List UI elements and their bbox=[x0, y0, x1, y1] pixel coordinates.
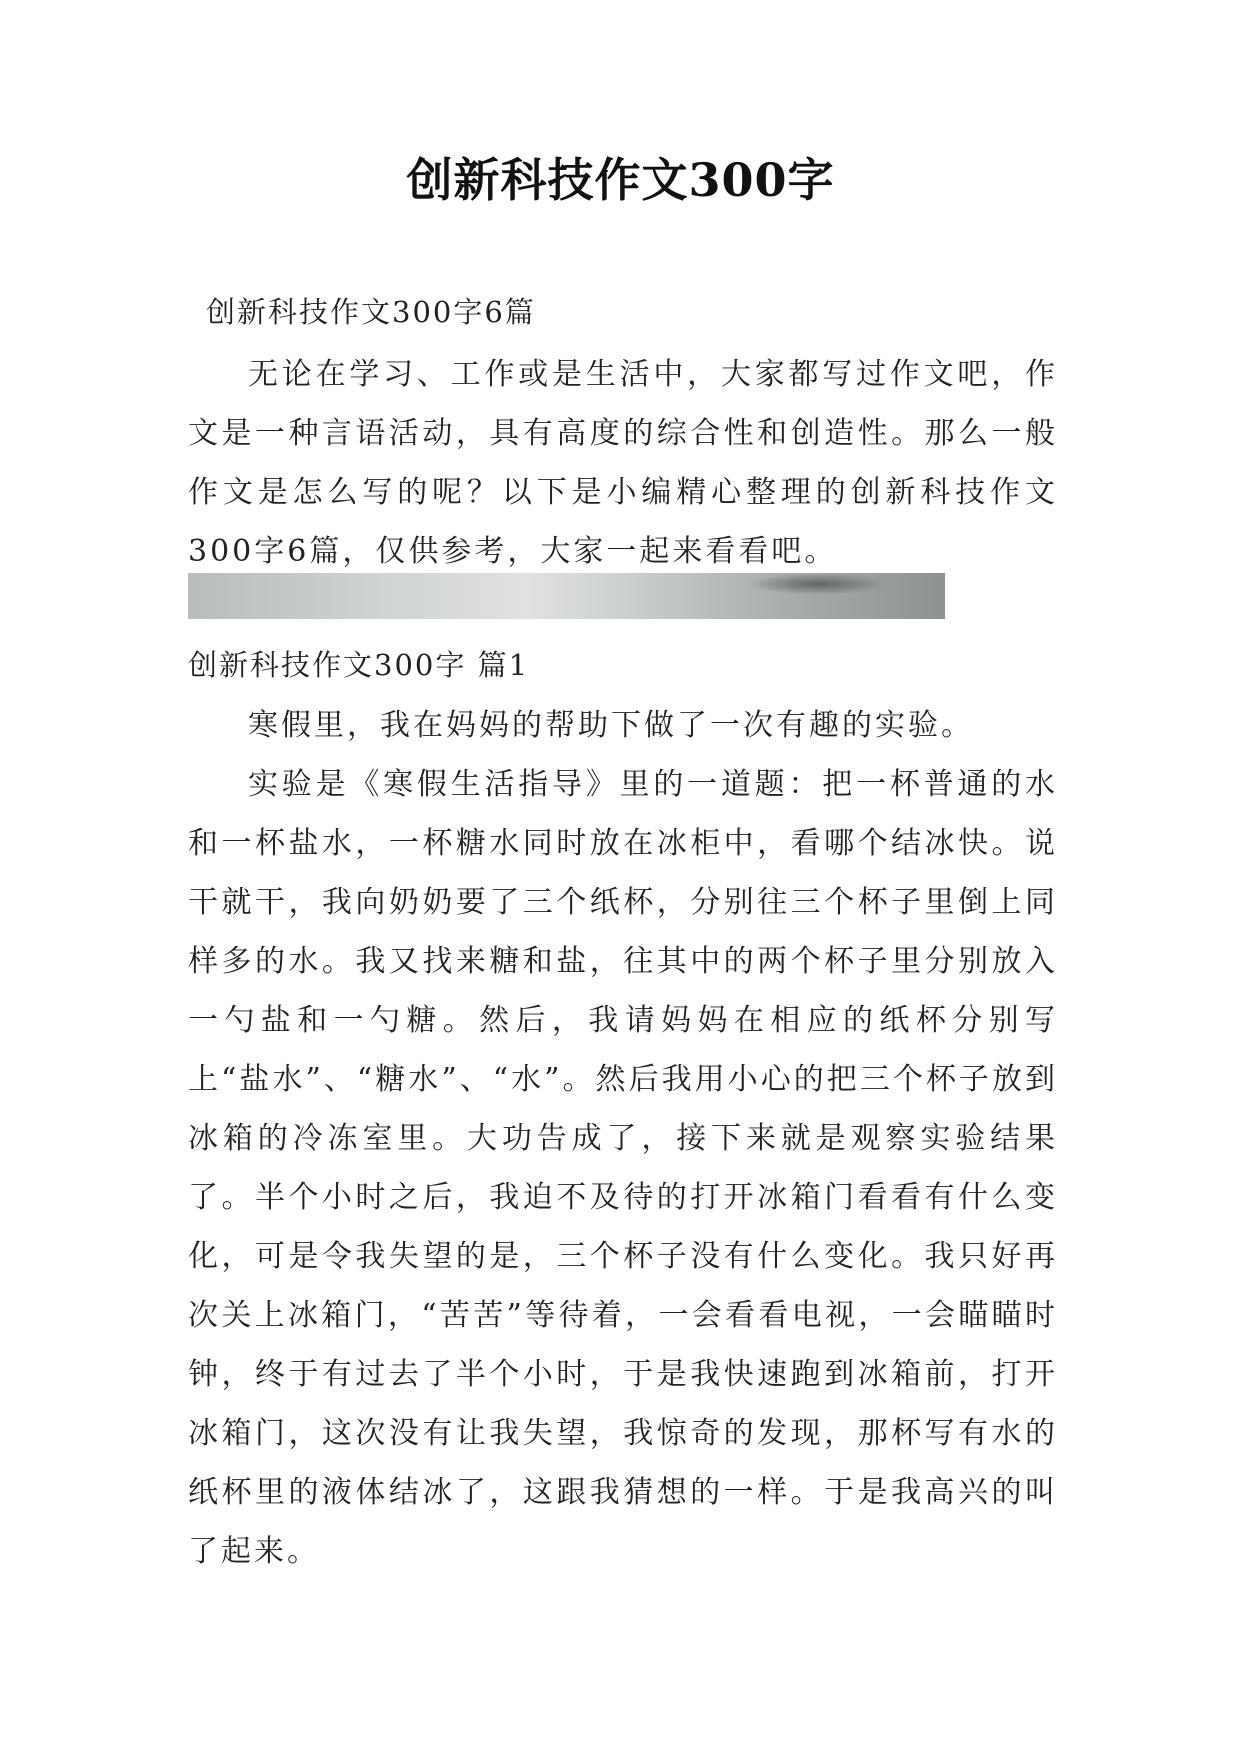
banner-image bbox=[188, 573, 945, 619]
section-heading: 创新科技作文300字 篇1 bbox=[188, 648, 530, 682]
intro-paragraph-block bbox=[188, 345, 1058, 581]
intro-paragraph: 无论在学习、工作或是生活中，大家都写过作文吧，作文是一种言语活动，具有高度的综合性和创造性。那么一般作文是怎么写的呢？以下是小编精心整理的创新科技作文300字6篇，仅供参考，大家一起来看看吧。 bbox=[188, 357, 1058, 569]
section-body bbox=[188, 696, 1058, 1581]
section-paragraph-2: 实验是《寒假生活指导》里的一道题：把一杯普通的水和一杯盐水，一杯糖水同时放在冰柜中，看哪个结冰快。说干就干，我向奶奶要了三个纸杯，分别往三个杯子里倒上同样多的水。我又找来糖和盐，往其中的两个杯子里分别放入一勺盐和一勺糖。然后，我请妈妈在相应的纸杯分别写上“盐水”、“糖水”、“水”。然后我用小心的把三个杯子放到冰箱的冷冻室里。大功告成了，接下来就是观察实验结果了。半个小时之后，我迫不及待的打开冰箱门看看有什么变化，可是令我失望的是，三个杯子没有什么变化。我只好再次关上冰箱门，“苦苦”等待着，一会看看电视，一会瞄瞄时钟，终于有过去了半个小时，于是我快速跑到冰箱前，打开冰箱门，这次没有让我失望，我惊奇的发现，那杯写有水的纸杯里的液体结冰了，这跟我猜想的一样。于是我高兴的叫了起来。 bbox=[188, 767, 1058, 1569]
banner-image-shade bbox=[748, 573, 888, 595]
document-subtitle: 创新科技作文300字6篇 bbox=[206, 295, 536, 329]
document-title: 创新科技作文300字 bbox=[406, 153, 835, 207]
section-paragraph-1: 寒假里，我在妈妈的帮助下做了一次有趣的实验。 bbox=[248, 708, 974, 743]
